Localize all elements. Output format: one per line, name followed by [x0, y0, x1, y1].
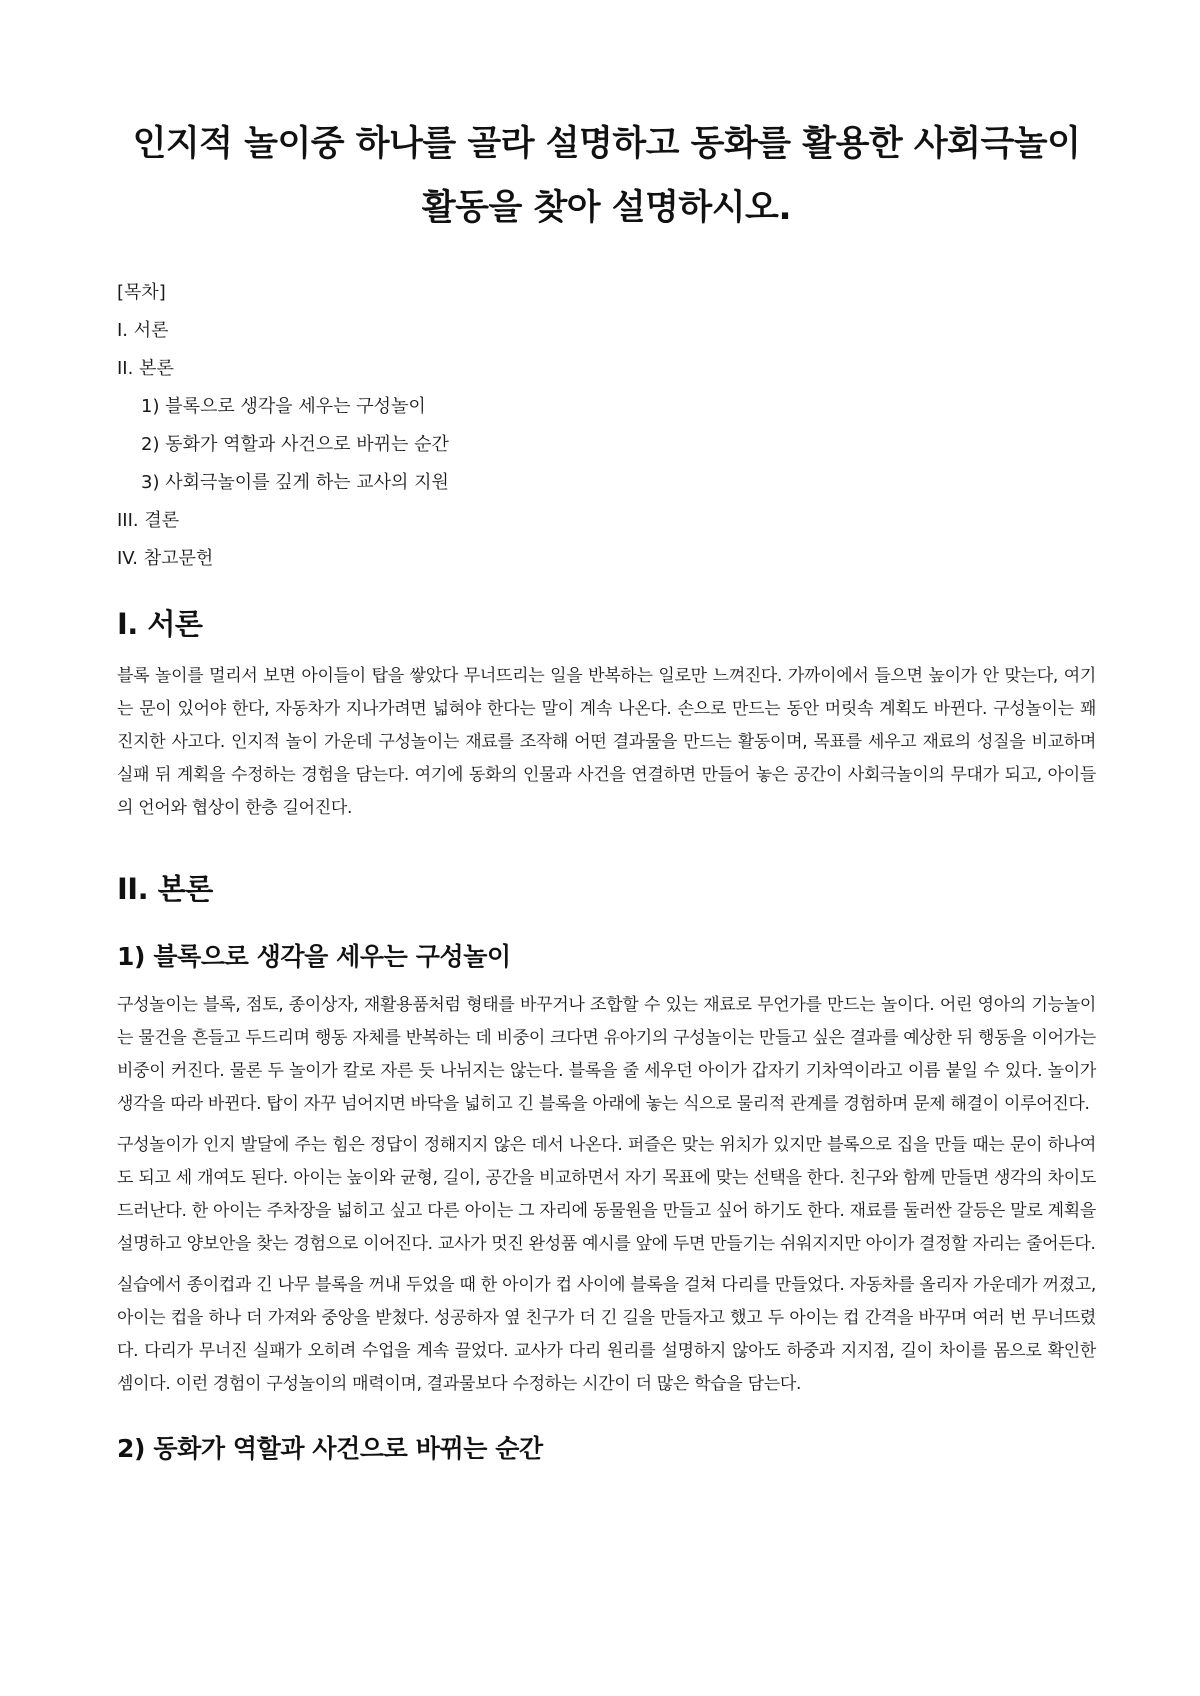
toc-item-intro: I. 서론 [117, 320, 169, 341]
body-1-paragraph-2: 구성놀이가 인지 발달에 주는 힘은 정답이 정해지지 않은 데서 나온다. 퍼즐은 맞는 위치가 있지만 블록으로 집을 만들 때는 문이 하나여도 되고 세 개여도 된다. 아이는 높이와 균형, 길이, 공간을 비교하면서 자기 목표에 맞는 선택을 한다. 친구와 함께 만들면 생각의 차이도 드러난다. 한 아이는 주차장을 넓히고 싶고 다른 아이는 그 자리에 동물원을 만들고 싶어 하기도 한다. 재료를 둘러싼 갈등은 말로 계획을 설명하고 양보안을 찾는 경험으로 이어진다. 교사가 멋진 완성품 예시를 앞에 두면 만들기는 쉬워지지만 아이가 결정할 자리는 줄어든다. [117, 1135, 1096, 1254]
toc-item-body: II. 본론 [117, 358, 174, 379]
toc-item-body-2: 2) 동화가 역할과 사건으로 바뀌는 순간 [141, 434, 449, 455]
subsection-heading-2: 2) 동화가 역할과 사건으로 바뀌는 순간 [117, 1434, 543, 1463]
document-title: 인지적 놀이중 하나를 골라 설명하고 동화를 활용한 사회극놀이 활동을 찾아 설명하시오. [132, 124, 1081, 228]
toc-item-body-1: 1) 블록으로 생각을 세우는 구성놀이 [141, 396, 426, 417]
toc-heading: [목차] [117, 282, 166, 303]
subsection-heading-1: 1) 블록으로 생각을 세우는 구성놀이 [117, 942, 511, 971]
body-1-paragraph-1: 구성놀이는 블록, 점토, 종이상자, 재활용품처럼 형태를 바꾸거나 조합할 수 있는 재료로 무언가를 만드는 놀이다. 어린 영아의 기능놀이는 물건을 흔들고 두드리며 행동 자체를 반복하는 데 비중이 크다면 유아기의 구성놀이는 만들고 싶은 결과를 예상한 뒤 행동을 이어가는 비중이 커진다. 물론 두 놀이가 칼로 자른 듯 나뉘지는 않는다. 블록을 줄 세우던 아이가 갑자기 기차역이라고 이름 붙일 수 있다. 놀이가 생각을 따라 바뀐다. 탑이 자꾸 넘어지면 바닥을 넓히고 긴 블록을 아래에 놓는 식으로 물리적 관계를 경험하며 문제 해결이 이루어진다. [117, 995, 1096, 1114]
section-heading-body: II. 본론 [117, 872, 213, 906]
body-1-paragraph-3: 실습에서 종이컵과 긴 나무 블록을 꺼내 두었을 때 한 아이가 컵 사이에 블록을 걸쳐 다리를 만들었다. 자동차를 올리자 가운데가 꺼졌고, 아이는 컵을 하나 더 가져와 중앙을 받쳤다. 성공하자 옆 친구가 더 긴 길을 만들자고 했고 두 아이는 컵 간격을 바꾸며 여러 번 무너뜨렸다. 다리가 무너진 실패가 오히려 수업을 계속 끌었다. 교사가 다리 원리를 설명하지 않아도 하중과 지지점, 길이 차이를 몸으로 확인한 셈이다. 이런 경험이 구성놀이의 매력이며, 결과물보다 수정하는 시간이 더 많은 학습을 담는다. [117, 1275, 1096, 1394]
intro-paragraph: 블록 놀이를 멀리서 보면 아이들이 탑을 쌓았다 무너뜨리는 일을 반복하는 일로만 느껴진다. 가까이에서 들으면 높이가 안 맞는다, 여기는 문이 있어야 한다, 자동차가 지나가려면 넓혀야 한다는 말이 계속 나온다. 손으로 만드는 동안 머릿속 계획도 바뀐다. 구성놀이는 꽤 진지한 사고다. 인지적 놀이 가운데 구성놀이는 재료를 조작해 어떤 결과물을 만드는 활동이며, 목표를 세우고 재료의 성질을 비교하며 실패 뒤 계획을 수정하는 경험을 담는다. 여기에 동화의 인물과 사건을 연결하면 만들어 놓은 공간이 사회극놀이의 무대가 되고, 아이들의 언어와 협상이 한층 길어진다. [117, 666, 1096, 818]
section-heading-intro: I. 서론 [117, 607, 203, 641]
toc-item-conclusion: III. 결론 [117, 510, 180, 531]
table-of-contents [117, 274, 1096, 578]
toc-item-body-3: 3) 사회극놀이를 깊게 하는 교사의 지원 [141, 472, 449, 493]
toc-item-references: IV. 참고문헌 [117, 548, 214, 569]
